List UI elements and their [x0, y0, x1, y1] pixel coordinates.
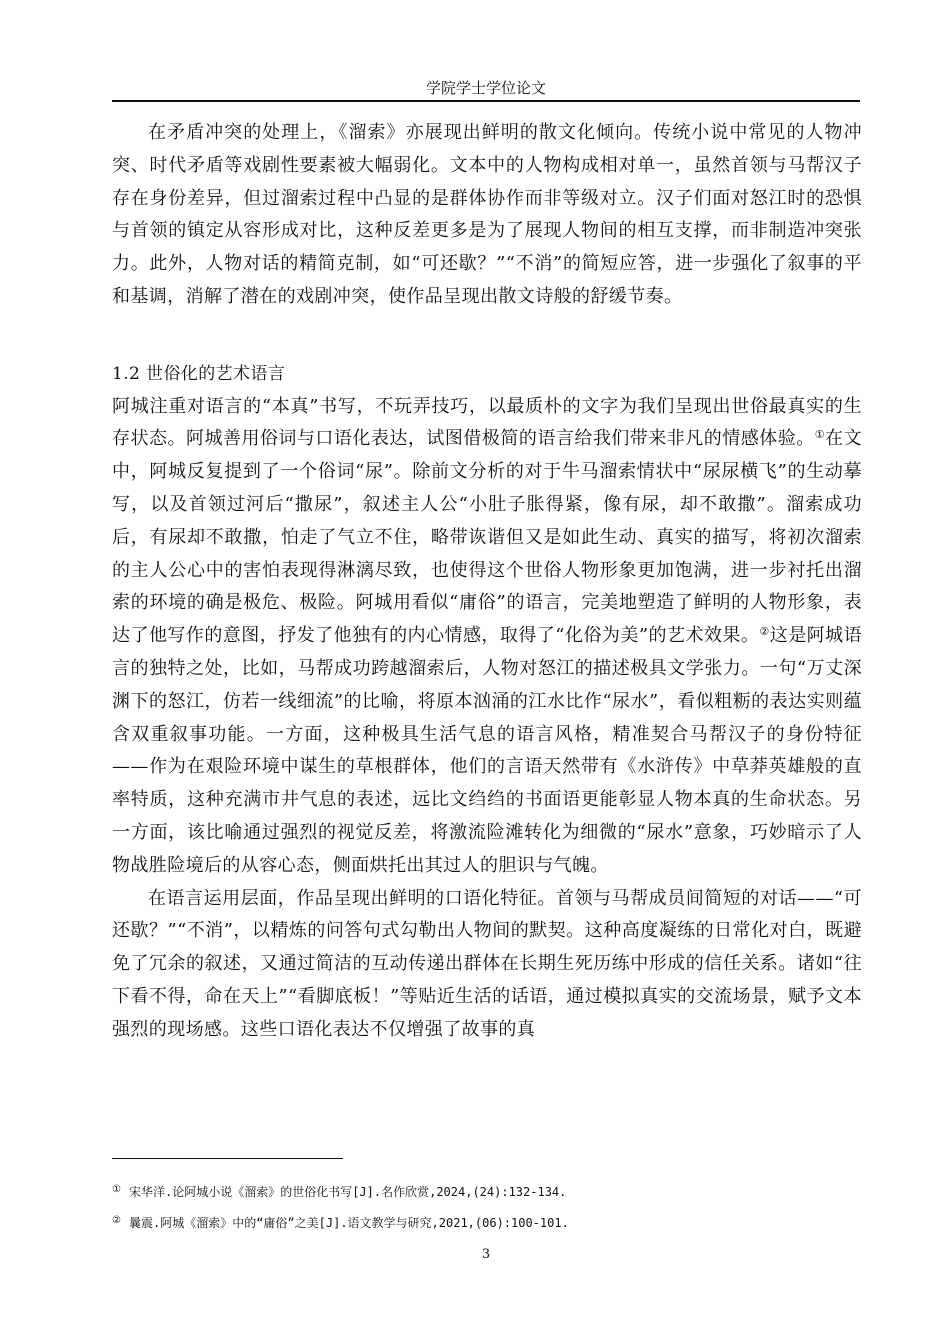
- paragraph-language-part-3: 这是阿城语言的独特之处，比如，马帮成功跨越溜索后，人物对怒江的描述极具文学张力。一句“万丈深渊下的怒江，仿若一线细流”的比喻，将原本汹涌的江水比作“尿水”，看似粗粝的表达实则蕴含双重叙事功能。一方面，这种极具生活气息的语言风格，精准契合马帮汉子的身份特征——作为在艰险环境中谋生的草根群体，他们的言语天然带有《水浒传》中草莽英雄般的直率特质，这种充满市井气息的表述，远比文绉绉的书面语更能彰显人物本真的生命状态。另一方面，该比喻通过强烈的视觉反差，将激流险滩转化为细微的“尿水”意象，巧妙暗示了人物战胜险境后的从容心态，侧面烘托出其过人的胆识与气魄。: [112, 625, 863, 876]
- paragraph-language: [112, 391, 862, 883]
- footnote-2-text: 曩震.阿城《溜索》中的“庸俗”之美[J].语文教学与研究,2021,(06):100-101.: [128, 1216, 569, 1230]
- paragraph-language-part-1: 阿城注重对语言的“本真”书写，不玩弄技巧，以最质朴的文字为我们呈现出世俗最真实的生存状态。阿城善用俗词与口语化表达，试图借极简的语言给我们带来非凡的情感体验。: [112, 395, 862, 450]
- footnote-1: [112, 1182, 860, 1200]
- section-heading: 1.2 世俗化的艺术语言: [112, 363, 286, 384]
- footnote-1-text: 宋华洋.论阿城小说《溜索》的世俗化书写[J].名作欣赏,2024,(24):132-134.: [128, 1185, 567, 1199]
- footnote-2: [112, 1213, 860, 1231]
- footnote-ref-2[interactable]: ②: [759, 625, 770, 639]
- paragraph-language-part-2: 在文中，阿城反复提到了一个俗词“尿”。除前文分析的对于牛马溜索情状中“尿尿横飞”的生动摹写，以及首领过河后“撒尿”，叙述主人公“小肚子胀得紧，像有尿，却不敢撒”。溜索成功后，有尿却不敢撒，怕走了气立不住，略带诙谐但又是如此生动、真实的描写，将初次溜索的主人公心中的害怕表现得淋漓尽致，也使得这个世俗人物形象更加饱满，进一步衬托出溜索的环境的确是极危、极险。阿城用看似“庸俗”的语言，完美地塑造了鲜明的人物形象，表达了他写作的意图，抒发了他独有的内心情感，取得了“化俗为美”的艺术效果。: [112, 428, 862, 647]
- running-header: 学院学士学位论文: [425, 79, 546, 97]
- footnote-1-mark: ①: [112, 1184, 121, 1195]
- page-number: 3: [481, 1247, 491, 1262]
- body-text: [112, 117, 862, 1047]
- footnote-ref-1[interactable]: ①: [814, 428, 826, 442]
- header-rule: [112, 100, 860, 102]
- footnote-separator: [112, 1158, 343, 1159]
- footnote-2-mark: ②: [112, 1215, 121, 1226]
- paragraph-conflict: 在矛盾冲突的处理上，《溜索》亦展现出鲜明的散文化倾向。传统小说中常见的人物冲突、时代矛盾等戏剧性要素被大幅弱化。文本中的人物构成相对单一，虽然首领与马帮汉子存在身份差异，但过溜索过程中凸显的是群体协作而非等级对立。汉子们面对怒江时的恐惧与首领的镇定从容形成对比，这种反差更多是为了展现人物间的相互支撑，而非制造冲突张力。此外，人物对话的精简克制，如“可还歇？”“不消”的简短应答，进一步强化了叙事的平和基调，消解了潜在的戏剧冲突，使作品呈现出散文诗般的舒缓节奏。: [112, 122, 862, 307]
- paragraph-colloquial: 在语言运用层面，作品呈现出鲜明的口语化特征。首领与马帮成员间简短的对话——“可还歇？”“不消”，以精炼的问答句式勾勒出人物间的默契。这种高度凝练的日常化对白，既避免了冗余的叙述，又通过简洁的互动传递出群体在长期生死历练中形成的信任关系。诸如“往下看不得，命在天上”“看脚底板！”等贴近生活的话语，通过模拟真实的交流场景，赋予文本强烈的现场感。这些口语化表达不仅增强了故事的真: [112, 887, 862, 1040]
